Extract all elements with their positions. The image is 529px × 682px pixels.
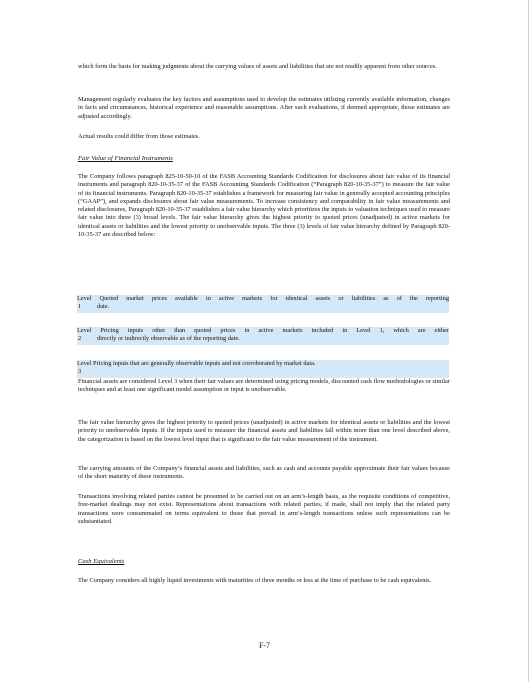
heading-cash-equivalents: Cash Equivalents: [78, 558, 125, 565]
paragraph-cash-equivalents: The Company considers all highly liquid investments with maturities of three months or less at the time of purchase to be cash equivalents.: [78, 577, 432, 584]
level-number: 2: [78, 335, 82, 343]
level-2-row: [77, 327, 449, 345]
level-1-row: [77, 295, 449, 313]
page-number: F-7: [258, 641, 271, 650]
level-label: Level: [77, 360, 92, 367]
level-description-line2: directly or indirectly observable as of the reporting date.: [97, 335, 240, 343]
level-label: Level: [77, 327, 92, 334]
paragraph-intro: which form the basis for making judgments about the carrying values of assets and liabilities that are not readily apparent from other sources.: [78, 63, 437, 70]
level-number: 1: [78, 303, 82, 311]
paragraph-management: Management regularly evaluates the key factors and assumptions used to develop the estimates utilizing currently available information, changes in facts and circumstances, historical experience and reasonable assumptions. After such evaluations, if deemed appropriate, those estimates are adjusted accordingly.: [78, 96, 450, 120]
level-description-line1: Quoted market prices available in active markets for identical assets or liabilities as of the reporting: [99, 295, 450, 302]
paragraph-fasb: The Company follows paragraph 825-10-50-10 of the FASB Accounting Standards Codification for disclosures about fair value of its financial instruments and paragraph 820-10-35-37 of the FASB Accounting Standards Codification (“Paragraph 820-10-35-37”) to measure the fair value of its financial instruments. Paragraph 820-10-35-37 establishes a framework for measuring fair value in generally accepted accounting principles (“GAAP”), and expands disclosures about fair value measurements. To increase consistency and comparability in fair value measurements and related disclosures, Paragraph 820-10-35-37 establishes a fair value hierarchy which prioritizes the inputs to valuation techniques used to measure fair value into three (3) broad levels. The fair value hierarchy gives the highest priority to quoted prices (unadjusted) in active markets for identical assets or liabilities and the lowest priority to unobservable inputs. The three (3) levels of fair value hierarchy defined by Paragraph 820-10-35-37 are described below:: [78, 173, 450, 239]
level-3-row: [77, 360, 449, 378]
level-label: Level: [77, 295, 92, 302]
level-description-line1: Pricing inputs that are generally observable inputs and not corroborated by market data.: [93, 360, 316, 367]
paragraph-carrying-amounts: The carrying amounts of the Company’s financial assets and liabilities, such as cash and accounts payable approximate their fair values because of the short maturity of these instruments.: [78, 465, 450, 481]
heading-fair-value: Fair Value of Financial Instruments: [78, 155, 173, 162]
level-description-line2: date.: [97, 303, 110, 311]
level-number: 3: [78, 368, 82, 376]
paragraph-related-parties: Transactions involving related parties cannot be presumed to be carried out on an arm’s-length basis, as the requisite conditions of competitive, free-market dealings may not exist. Representations about transactions with related parties, if made, shall not imply that the related party transactions were consummated on terms equivalent to those that prevail in arm’s-length transactions unless such representations can be substantiated.: [78, 493, 450, 525]
paragraph-level3-assets: Financial assets are considered Level 3 when their fair values are determined using pricing models, discounted cash flow methodologies or similar techniques and at least one significant model assumption or input is unobservable.: [78, 378, 450, 394]
level-description-line1: Pricing inputs other than quoted prices in active markets included in Level 1, which are either: [100, 327, 449, 334]
paragraph-hierarchy: The fair value hierarchy gives the highest priority to quoted prices (unadjusted) in active markets for identical assets or liabilities and the lowest priority to unobservable inputs. If the inputs used to measure the financial assets and liabilities fall within more than one level described above, the categorization is based on the lowest level input that is significant to the fair value measurement of the instrument.: [78, 419, 450, 443]
paragraph-actual-results: Actual results could differ from those estimates.: [78, 133, 200, 140]
